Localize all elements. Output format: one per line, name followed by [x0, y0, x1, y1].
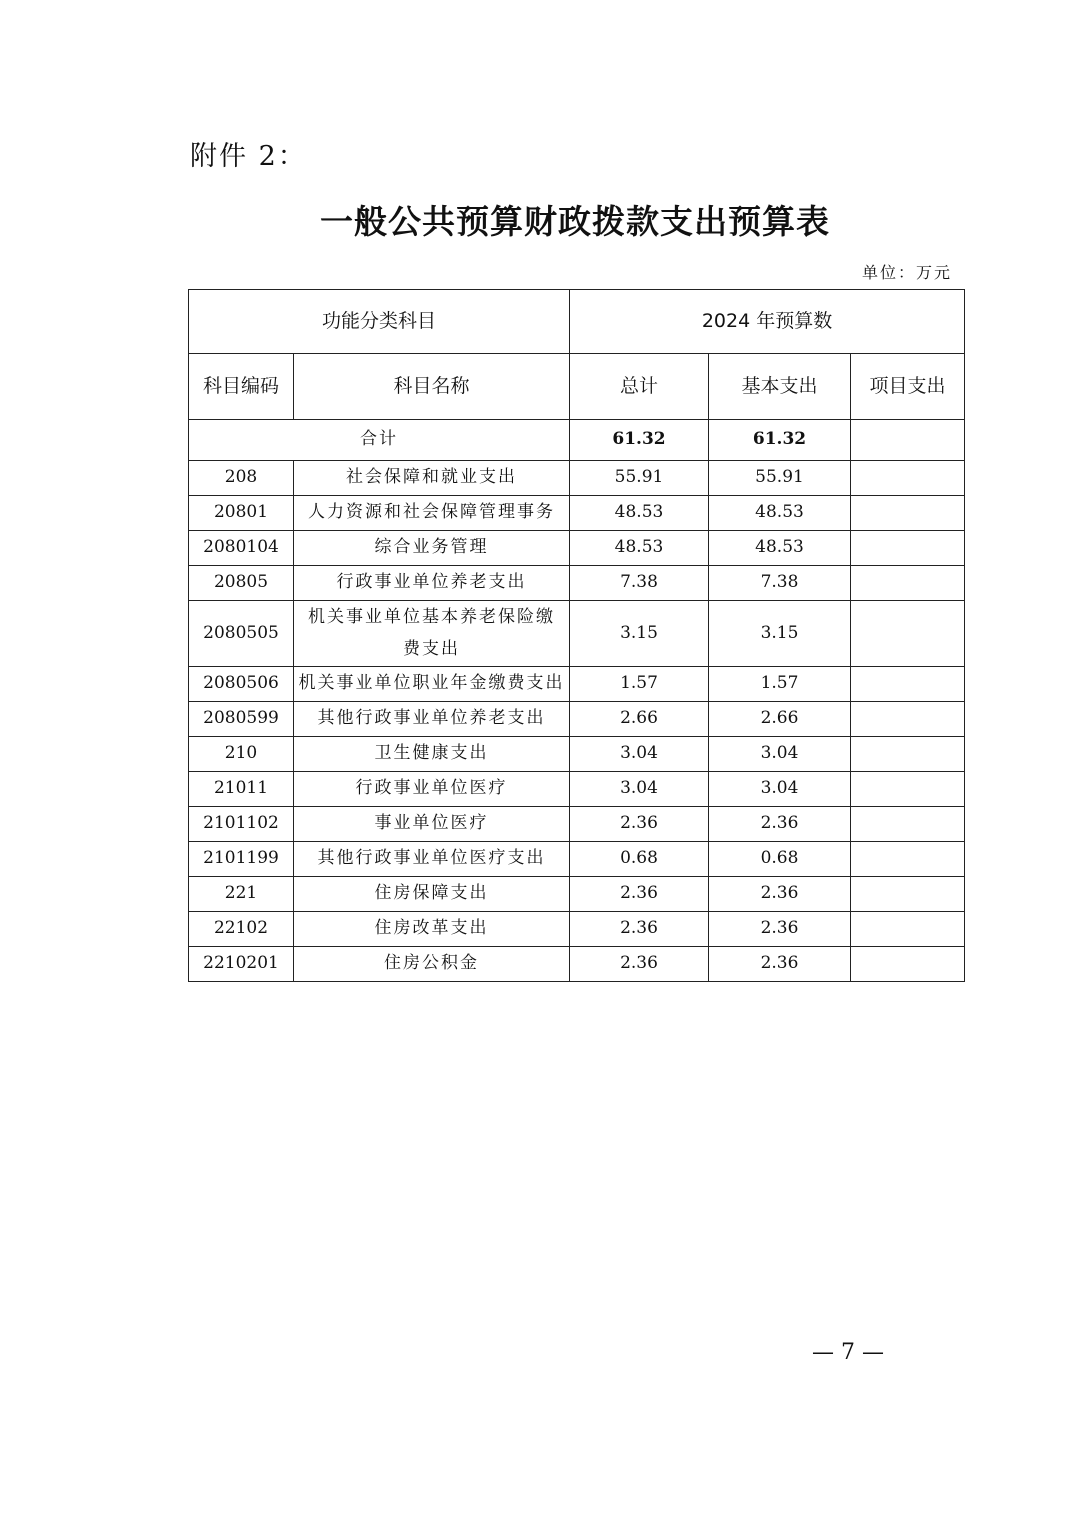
- basic-cell: 3.15: [709, 601, 851, 667]
- name-cell: 其他行政事业单位医疗支出: [294, 841, 570, 876]
- total-cell-project: [851, 420, 965, 461]
- basic-cell: 3.04: [709, 771, 851, 806]
- name-cell: 行政事业单位医疗: [294, 771, 570, 806]
- total-cell: 0.68: [570, 841, 709, 876]
- name-cell: 住房公积金: [294, 946, 570, 981]
- table-row: [189, 841, 965, 876]
- project-cell: [851, 806, 965, 841]
- table-row: [189, 701, 965, 736]
- basic-cell: 48.53: [709, 531, 851, 566]
- code-cell: 2210201: [189, 946, 294, 981]
- total-cell: 48.53: [570, 496, 709, 531]
- code-cell: 208: [189, 461, 294, 496]
- basic-cell: 7.38: [709, 566, 851, 601]
- code-cell: 2101102: [189, 806, 294, 841]
- table-row: [189, 601, 965, 667]
- basic-cell: 2.36: [709, 911, 851, 946]
- total-cell: 3.04: [570, 736, 709, 771]
- table-row: [189, 946, 965, 981]
- table-row: [189, 461, 965, 496]
- project-column-header: 项目支出: [851, 354, 965, 420]
- basic-cell: 55.91: [709, 461, 851, 496]
- name-cell: 人力资源和社会保障管理事务: [294, 496, 570, 531]
- name-cell: 住房保障支出: [294, 876, 570, 911]
- basic-cell: 2.36: [709, 876, 851, 911]
- table-body: [189, 461, 965, 982]
- project-cell: [851, 666, 965, 701]
- table-row: [189, 531, 965, 566]
- code-cell: 2080506: [189, 666, 294, 701]
- code-cell: 2080505: [189, 601, 294, 667]
- code-column-header: 科目编码: [189, 354, 294, 420]
- project-cell: [851, 566, 965, 601]
- total-cell: 55.91: [570, 461, 709, 496]
- group-header-row: [189, 290, 965, 354]
- total-cell: 2.36: [570, 911, 709, 946]
- basic-cell: 2.36: [709, 946, 851, 981]
- basic-cell: 3.04: [709, 736, 851, 771]
- name-cell: 事业单位医疗: [294, 806, 570, 841]
- table-row: [189, 771, 965, 806]
- table-row: [189, 496, 965, 531]
- project-cell: [851, 911, 965, 946]
- total-cell: 3.04: [570, 771, 709, 806]
- table-row: [189, 566, 965, 601]
- code-cell: 20805: [189, 566, 294, 601]
- total-cell: 2.36: [570, 876, 709, 911]
- project-cell: [851, 841, 965, 876]
- code-cell: 21011: [189, 771, 294, 806]
- basic-column-header: 基本支出: [709, 354, 851, 420]
- total-row: [189, 420, 965, 461]
- total-cell: 48.53: [570, 531, 709, 566]
- total-cell: 1.57: [570, 666, 709, 701]
- basic-cell: 2.36: [709, 806, 851, 841]
- total-cell: 2.36: [570, 946, 709, 981]
- total-column-header: 总计: [570, 354, 709, 420]
- name-cell: 卫生健康支出: [294, 736, 570, 771]
- name-cell: 行政事业单位养老支出: [294, 566, 570, 601]
- table-row: [189, 736, 965, 771]
- table-row: [189, 876, 965, 911]
- name-cell: 社会保障和就业支出: [294, 461, 570, 496]
- project-cell: [851, 531, 965, 566]
- total-label: 合计: [189, 420, 570, 461]
- project-cell: [851, 876, 965, 911]
- code-cell: 2080104: [189, 531, 294, 566]
- function-group-header: 功能分类科目: [189, 290, 570, 354]
- code-cell: 2080599: [189, 701, 294, 736]
- total-cell-basic: 61.32: [709, 420, 851, 461]
- page-title: 一般公共预算财政拨款支出预算表: [320, 202, 830, 241]
- basic-cell: 2.66: [709, 701, 851, 736]
- total-cell: 3.15: [570, 601, 709, 667]
- name-cell: 综合业务管理: [294, 531, 570, 566]
- table-row: [189, 911, 965, 946]
- project-cell: [851, 736, 965, 771]
- unit-label: 单位：万元: [861, 263, 952, 282]
- name-cell: 机关事业单位职业年金缴费支出: [294, 666, 570, 701]
- total-cell-total: 61.32: [570, 420, 709, 461]
- project-cell: [851, 701, 965, 736]
- name-cell: 住房改革支出: [294, 911, 570, 946]
- project-cell: [851, 601, 965, 667]
- code-cell: 210: [189, 736, 294, 771]
- code-cell: 221: [189, 876, 294, 911]
- page-number: — 7 —: [812, 1340, 884, 1365]
- name-cell: 机关事业单位基本养老保险缴费支出: [294, 601, 570, 667]
- budget-group-header: 2024 年预算数: [570, 290, 965, 354]
- project-cell: [851, 461, 965, 496]
- column-header-row: [189, 354, 965, 420]
- total-cell: 2.66: [570, 701, 709, 736]
- project-cell: [851, 946, 965, 981]
- basic-cell: 48.53: [709, 496, 851, 531]
- project-cell: [851, 496, 965, 531]
- code-cell: 20801: [189, 496, 294, 531]
- code-cell: 22102: [189, 911, 294, 946]
- project-cell: [851, 771, 965, 806]
- name-cell: 其他行政事业单位养老支出: [294, 701, 570, 736]
- budget-table: [188, 289, 965, 982]
- table-row: [189, 806, 965, 841]
- total-cell: 7.38: [570, 566, 709, 601]
- name-column-header: 科目名称: [294, 354, 570, 420]
- basic-cell: 1.57: [709, 666, 851, 701]
- code-cell: 2101199: [189, 841, 294, 876]
- table-row: [189, 666, 965, 701]
- basic-cell: 0.68: [709, 841, 851, 876]
- attachment-label: 附件 2：: [190, 141, 307, 172]
- total-cell: 2.36: [570, 806, 709, 841]
